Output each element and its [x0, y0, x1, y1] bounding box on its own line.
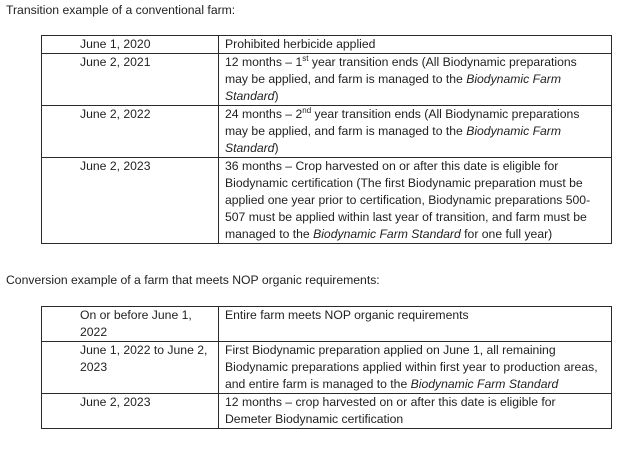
table-row — [42, 158, 612, 244]
date-cell: June 2, 2022 — [42, 106, 219, 158]
section2-caption: Conversion example of a farm that meets NOP organic requirements: — [6, 273, 380, 287]
date-cell: June 2, 2021 — [42, 54, 219, 106]
section1-caption: Transition example of a conventional farm: — [6, 3, 236, 17]
table-row — [42, 106, 612, 158]
transition-table — [41, 35, 612, 244]
table-row — [42, 342, 612, 394]
description-cell: 12 months – crop harvested on or after this date is eligible for Demeter Biodynamic certification — [219, 394, 612, 429]
table-row — [42, 307, 612, 342]
date-cell: June 2, 2023 — [42, 394, 219, 429]
date-cell: June 1, 2022 to June 2, 2023 — [42, 342, 219, 394]
description-cell: 24 months – 2nd year transition ends (All Biodynamic preparations may be applied, and farm is managed to the Biodynamic Farm Standard) — [219, 106, 612, 158]
description-cell: 12 months – 1st year transition ends (All Biodynamic preparations may be applied, and farm is managed to the Biodynamic Farm Standard) — [219, 54, 612, 106]
description-cell: Entire farm meets NOP organic requirements — [219, 307, 612, 342]
date-cell: On or before June 1, 2022 — [42, 307, 219, 342]
conversion-table — [41, 306, 612, 429]
description-cell: First Biodynamic preparation applied on June 1, all remaining Biodynamic preparations applied within first year to production areas, and entire farm is managed to the Biodynamic Farm Standard — [219, 342, 612, 394]
description-cell: Prohibited herbicide applied — [219, 36, 612, 54]
date-cell: June 1, 2020 — [42, 36, 219, 54]
table-row — [42, 36, 612, 54]
table-row — [42, 54, 612, 106]
date-cell: June 2, 2023 — [42, 158, 219, 244]
description-cell: 36 months – Crop harvested on or after this date is eligible for Biodynamic certification (The first Biodynamic preparation must be applied one year prior to certification, Biodynamic preparations 500-507 must be applied within last year of transition, and farm must be managed to the Biodynamic Farm Standard for one full year) — [219, 158, 612, 244]
table-row — [42, 394, 612, 429]
